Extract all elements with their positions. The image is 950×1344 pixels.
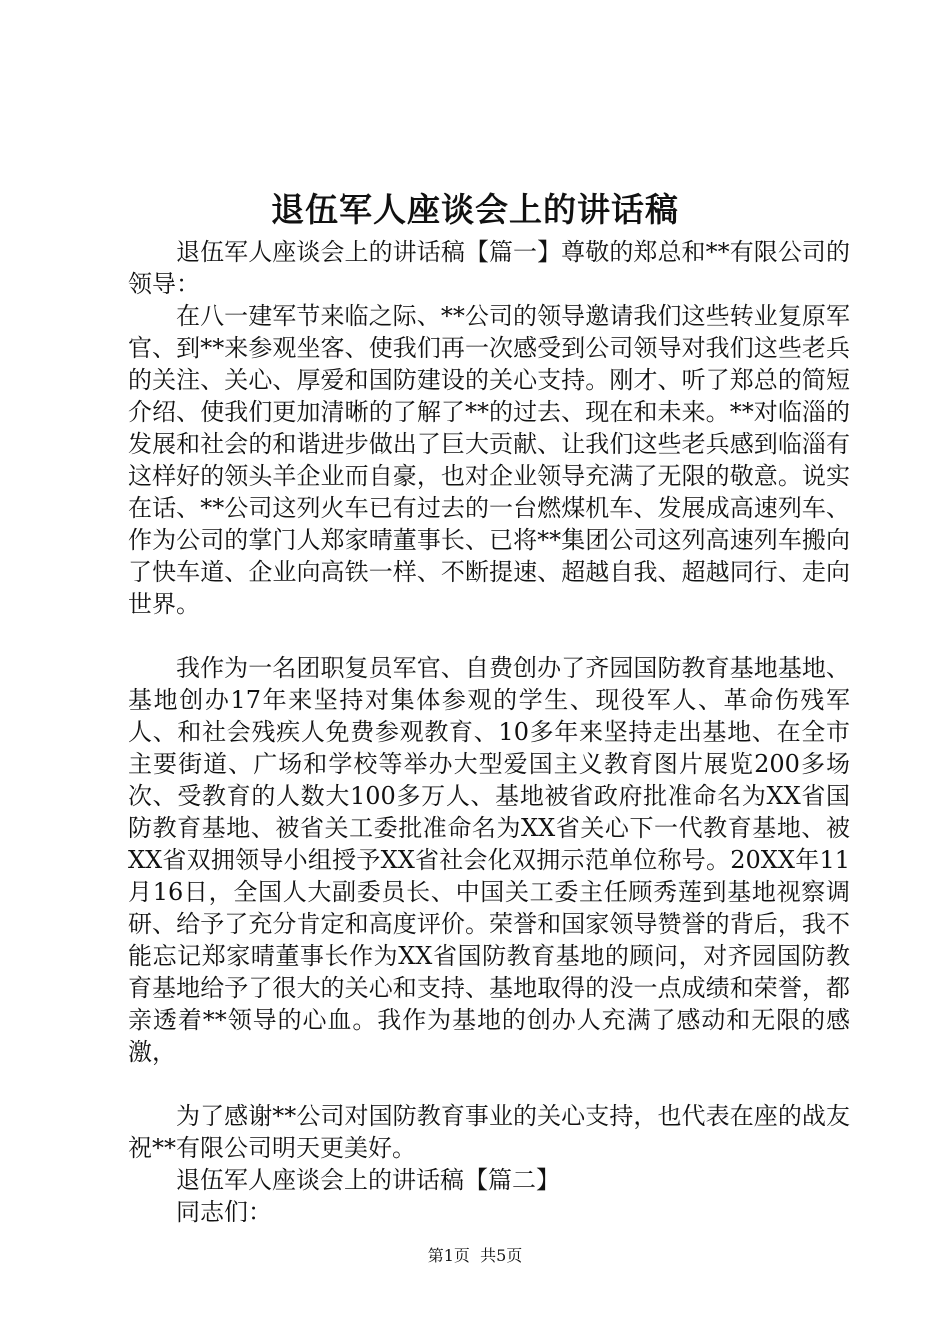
paragraph-body-1: 在八一建军节来临之际、**公司的领导邀请我们这些转业复原军官、到**来参观坐客、使我们再一次感受到公司领导对我们这些老兵的关注、关心、厚爱和国防建设的关心支持。刚才、听了郑总的简短介绍、使我们更加清晰的了解了**的过去、现在和未来。**对临淄的发展和社会的和谐进步做出了巨大贡献、让我们这些老兵感到临淄有这样好的领头羊企业而自豪，也对企业领导充满了无限的敬意。说实在话、**公司这列火车已有过去的一台燃煤机车、发展成高速列车、作为公司的掌门人郑家晴董事长、已将**集团公司这列高速列车搬向了快车道、企业向高铁一样、不断提速、超越自我、超越同行、走向世界。	[128, 302, 850, 618]
paragraph-section-heading: 退伍军人座谈会上的讲话稿【篇二】	[176, 1166, 560, 1194]
paragraph-intro: 退伍军人座谈会上的讲话稿【篇一】尊敬的郑总和**有限公司的领导：	[128, 238, 850, 298]
page-footer	[0, 1245, 950, 1267]
page-number-label: 第1页 共5页	[427, 1246, 523, 1265]
paragraph-salutation: 同志们：	[176, 1198, 272, 1226]
document-body	[128, 236, 850, 1228]
paragraph-gap	[128, 1068, 850, 1100]
document-title: 退伍军人座谈会上的讲话稿	[271, 190, 679, 229]
paragraph-gap	[128, 620, 850, 652]
paragraph-body-3: 为了感谢**公司对国防教育事业的关心支持，也代表在座的战友祝**有限公司明天更美好。	[128, 1102, 850, 1162]
paragraph-body-2: 我作为一名团职复员军官、自费创办了齐园国防教育基地基地、基地创办17年来坚持对集体参观的学生、现役军人、革命伤残军人、和社会残疾人免费参观教育、10多年来坚持走出基地、在全市主要街道、广场和学校等举办大型爱国主义教育图片展览200多场次、受教育的人数大100多万人、基地被省政府批准命名为XX省国防教育基地、被省关工委批准命名为XX省关心下一代教育基地、被XX省双拥领导小组授予XX省社会化双拥示范单位称号。20XX年11月16日，全国人大副委员长、中国关工委主任顾秀莲到基地视察调研、给予了充分肯定和高度评价。荣誉和国家领导赞誉的背后，我不能忘记郑家晴董事长作为XX省国防教育基地的顾问，对齐园国防教育基地给予了很大的关心和支持、基地取得的没一点成绩和荣誉，都亲透着**领导的心血。我作为基地的创办人充满了感动和无限的感激，	[128, 654, 850, 1066]
